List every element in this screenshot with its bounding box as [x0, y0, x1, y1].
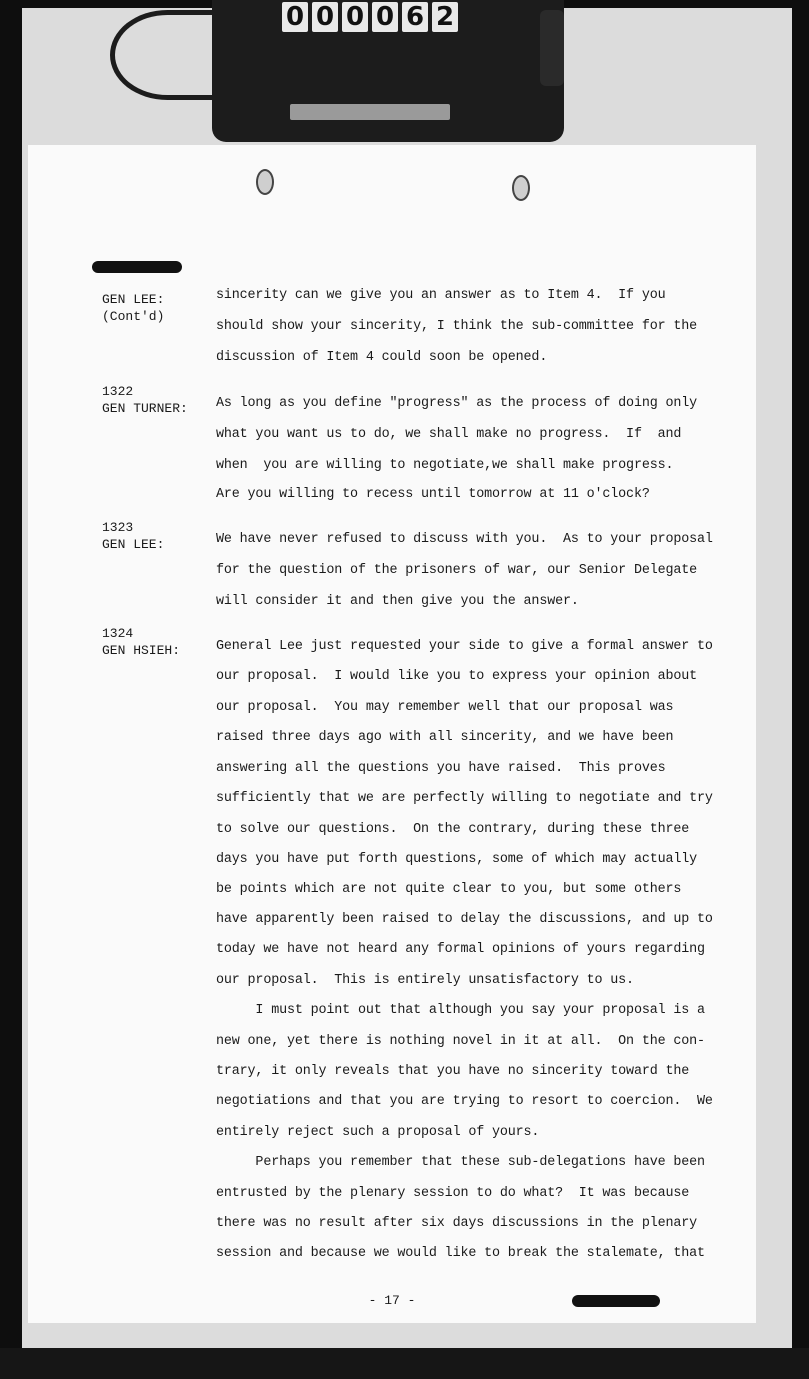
- transcript-line: Perhaps you remember that these sub-delegations have been: [216, 1155, 705, 1170]
- transcript-line: to solve our questions. On the contrary, during these three: [216, 822, 690, 837]
- transcript-line: Are you willing to recess until tomorrow at 11 o'clock?: [216, 487, 650, 502]
- speaker-label: 1323 GEN LEE:: [102, 520, 165, 552]
- transcript-line: negotiations and that you are trying to resort to coercion. We: [216, 1094, 713, 1109]
- transcript-line: for the question of the prisoners of war, our Senior Delegate: [216, 563, 698, 578]
- speaker-label: 1324 GEN HSIEH:: [102, 626, 181, 658]
- transcript-line: answering all the questions you have raised. This proves: [216, 761, 666, 776]
- transcript-line: what you want us to do, we shall make no progress. If and: [216, 427, 682, 442]
- counter-plate: [290, 104, 450, 120]
- transcript-line: our proposal. I would like you to express your opinion about: [216, 669, 698, 684]
- transcript-line: session and because we would like to break the stalemate, that: [216, 1246, 705, 1261]
- counter-digit: 6: [402, 2, 428, 32]
- page-number: - 17 -: [368, 1293, 416, 1308]
- transcript-line: sincerity can we give you an answer as to Item 4. If you: [216, 288, 666, 303]
- transcript-line: our proposal. This is entirely unsatisfactory to us.: [216, 973, 634, 988]
- transcript-line: As long as you define "progress" as the process of doing only: [216, 396, 698, 411]
- transcript-line: there was no result after six days discussions in the plenary: [216, 1216, 698, 1231]
- punch-hole: [256, 169, 274, 195]
- transcript-line: General Lee just requested your side to give a formal answer to: [216, 639, 713, 654]
- transcript-line: our proposal. You may remember well that our proposal was: [216, 700, 674, 715]
- transcript-line: when you are willing to negotiate,we shall make progress.: [216, 458, 674, 473]
- transcript-line: trary, it only reveals that you have no sincerity toward the: [216, 1064, 690, 1079]
- film-border: [0, 1348, 809, 1379]
- counter-digit: 2: [432, 2, 458, 32]
- counter-knob: [540, 10, 564, 86]
- counter-digit: 0: [372, 2, 398, 32]
- redaction-mark: [92, 261, 182, 273]
- transcript-line: entrusted by the plenary session to do what? It was because: [216, 1186, 690, 1201]
- transcript-line: have apparently been raised to delay the discussions, and up to: [216, 912, 713, 927]
- counter-digit: 0: [312, 2, 338, 32]
- frame-counter: [282, 2, 458, 32]
- transcript-line: I must point out that although you say your proposal is a: [216, 1003, 705, 1018]
- transcript-line: entirely reject such a proposal of yours.: [216, 1125, 540, 1140]
- transcript-line: raised three days ago with all sincerity, and we have been: [216, 730, 674, 745]
- document-page: [28, 145, 756, 1323]
- redaction-mark: [572, 1295, 660, 1307]
- transcript-line: We have never refused to discuss with you. As to your proposal: [216, 532, 713, 547]
- punch-hole: [512, 175, 530, 201]
- transcript-line: will consider it and then give you the answer.: [216, 594, 579, 609]
- transcript-line: be points which are not quite clear to you, but some others: [216, 882, 682, 897]
- counter-cable: [110, 10, 225, 100]
- transcript-line: days you have put forth questions, some of which may actually: [216, 852, 698, 867]
- speaker-label: 1322 GEN TURNER:: [102, 384, 188, 416]
- counter-digit: 0: [282, 2, 308, 32]
- transcript-line: should show your sincerity, I think the sub-committee for the: [216, 319, 698, 334]
- transcript-line: discussion of Item 4 could soon be opened.: [216, 350, 548, 365]
- transcript-line: sufficiently that we are perfectly willing to negotiate and try: [216, 791, 713, 806]
- counter-digit: 0: [342, 2, 368, 32]
- transcript-line: new one, yet there is nothing novel in it at all. On the con-: [216, 1034, 705, 1049]
- speaker-label: GEN LEE: (Cont'd): [102, 292, 165, 324]
- transcript-line: today we have not heard any formal opinions of yours regarding: [216, 942, 705, 957]
